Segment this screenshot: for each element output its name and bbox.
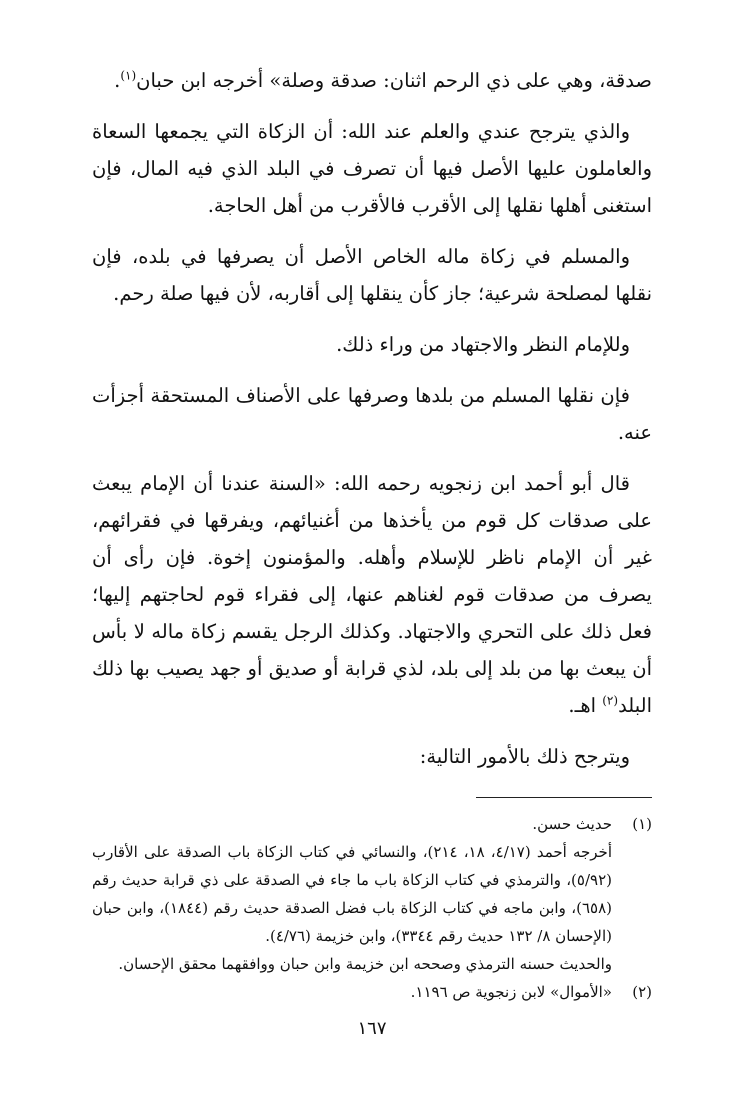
paragraph-2: والذي يترجح عندي والعلم عند الله: أن الزكاة التي يجمعها السعاة والعاملون عليها الأصل فيها أن تصرف في البلد الذي فيه المال، فإن استغنى أهلها نقلها إلى الأقرب فالأقرب من أهل الحاجة. [92, 120, 652, 217]
paragraph-4: وللإمام النظر والاجتهاد من وراء ذلك. [336, 333, 630, 356]
paragraph-tail: اهـ. [568, 694, 603, 717]
footnote-line: أخرجه أحمد (٤/١٧، ١٨، ٢١٤)، والنسائي في كتاب الزكاة باب الصدقة على الأقارب (٥/٩٢)، والترمذي في كتاب الزكاة باب ما جاء في الصدقة على ذي قرابة حديث رقم (٦٥٨)، وابن ماجه في كتاب الزكاة باب فضل الصدقة حديث رقم (١٨٤٤)، وابن حبان (الإحسان ٨/ ١٣٢ حديث رقم ٣٣٤٤)، وابن خزيمة (٤/٧٦). [92, 843, 613, 945]
paragraph-tail: . [114, 69, 121, 92]
paragraph-1 [92, 62, 652, 99]
footnote-ref-1[interactable]: (١) [120, 68, 137, 83]
footnote-number: (١) [632, 815, 652, 833]
footnote-ref-2[interactable]: (٢) [602, 693, 619, 708]
footnote-line: والحديث حسنه الترمذي وصححه ابن خزيمة وابن حبان ووافقهما محقق الإحسان. [118, 955, 612, 973]
footnote-1 [92, 810, 652, 978]
paragraph-7: ويترجح ذلك بالأمور التالية: [419, 745, 630, 768]
paragraph-5: فإن نقلها المسلم من بلدها وصرفها على الأصناف المستحقة أجزأت عنه. [92, 384, 652, 444]
footnote-line: «الأموال» لابن زنجوية ص ١١٩٦. [410, 983, 612, 1001]
footnote-line: حديث حسن. [532, 815, 612, 833]
page-number: ١٦٧ [357, 1018, 387, 1039]
footnote-divider [476, 797, 652, 798]
footnote-number: (٢) [632, 983, 652, 1001]
footnotes [92, 810, 652, 1006]
footnote-body [92, 810, 612, 978]
body-text [92, 62, 652, 775]
footnote-2 [92, 978, 652, 1006]
paragraph-text: صدقة، وهي على ذي الرحم اثنان: صدقة وصلة» أخرجه ابن حبان [136, 69, 652, 92]
paragraph-6 [92, 465, 652, 724]
footnote-body [92, 978, 612, 1006]
paragraph-3: والمسلم في زكاة ماله الخاص الأصل أن يصرفها في بلده، فإن نقلها لمصلحة شرعية؛ جاز كأن ينقلها إلى أقاربه، لأن فيها صلة رحم. [92, 245, 652, 305]
paragraph-text: قال أبو أحمد ابن زنجويه رحمه الله: «السنة عندنا أن الإمام يبعث على صدقات كل قوم من يأخذها من أغنيائهم، ويفرقها في فقرائهم، غير أن الإمام ناظر للإسلام وأهله. والمؤمنون إخوة. فإن رأى أن يصرف من صدقات قوم لغناهم عنها، إلى فقراء قوم لحاجتهم إليها؛ فعل ذلك على التحري والاجتهاد. وكذلك الرجل يقسم زكاة ماله لا بأس أن يبعث بها من بلد إلى بلد، لذي قرابة أو صديق أو جهد يصيب بها ذلك البلد [92, 472, 652, 717]
